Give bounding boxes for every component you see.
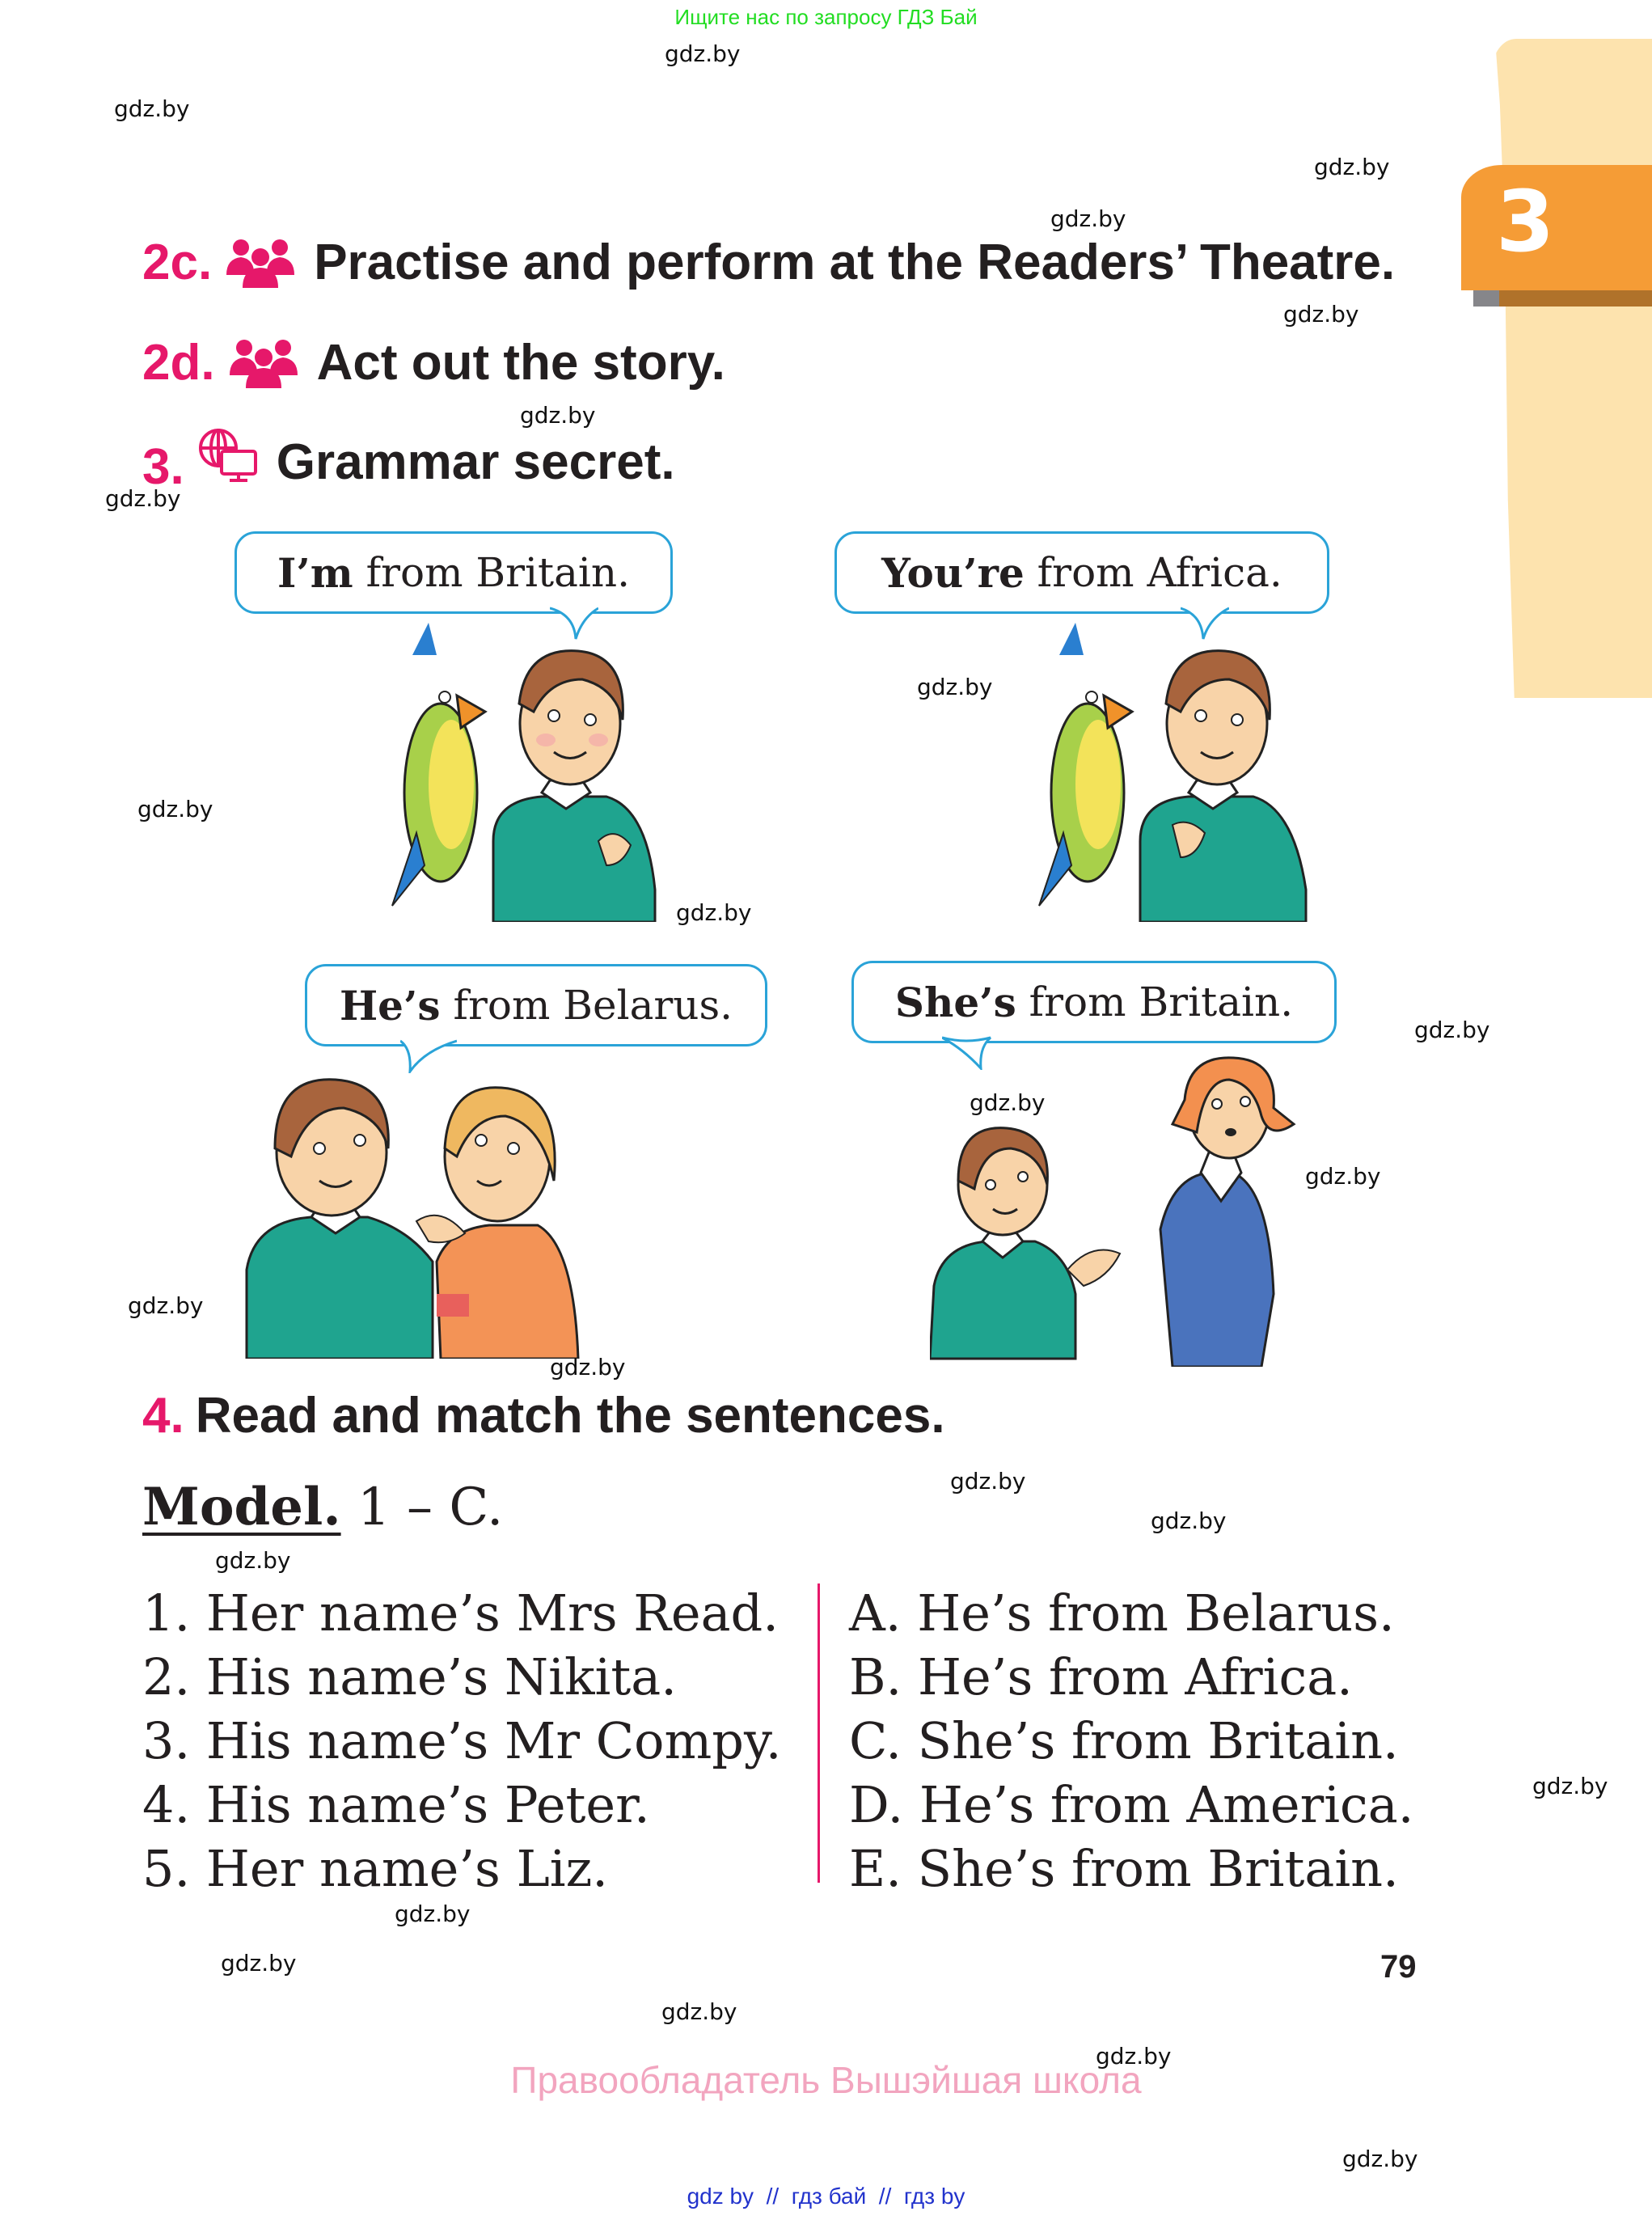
sentence-item: 4. His name’s Peter.: [142, 1775, 650, 1834]
copyright-notice: Правообладатель Вышэйшая школа: [510, 2059, 1142, 2101]
watermark: gdz.by: [520, 402, 596, 429]
watermark: gdz.by: [395, 1901, 471, 1927]
speech-bubble: [851, 961, 1337, 1043]
footer-links[interactable]: gdz by // гдз бай // гдз by: [687, 2184, 965, 2209]
speech-bubble: [834, 531, 1329, 614]
watermark: gdz.by: [1151, 1507, 1227, 1534]
sentence-item: A. He’s from Belarus.: [849, 1583, 1395, 1643]
globe-computer-icon: [197, 427, 259, 484]
watermark: gdz.by: [550, 1354, 626, 1380]
unit-number: 3: [1496, 172, 1555, 271]
group-people-icon: [228, 338, 299, 388]
task-instruction: Grammar secret.: [276, 434, 675, 490]
unit-tab-shadow: [1499, 290, 1652, 307]
bubble-bold-word: I’m: [277, 548, 353, 597]
sentence-item: C. She’s from Britain.: [849, 1711, 1399, 1770]
speech-bubble: [234, 531, 673, 614]
task-number: 4.: [142, 1388, 184, 1444]
watermark: gdz.by: [917, 674, 993, 700]
sentence-item: 1. Her name’s Mrs Read.: [142, 1583, 779, 1643]
watermark: gdz.by: [970, 1089, 1046, 1116]
boy-with-parrot-illustration: [380, 623, 671, 922]
sentence-item: 2. His name’s Nikita.: [142, 1647, 677, 1706]
task-instruction: Practise and perform at the Readers’ Theatre.: [314, 235, 1396, 290]
watermark: gdz.by: [1096, 2043, 1172, 2070]
task-3: [142, 433, 675, 493]
sentences-left-column: [142, 1581, 781, 1901]
watermark: gdz.by: [676, 899, 752, 926]
bubble-bold-word: He’s: [339, 981, 441, 1030]
task-number: 3.: [142, 439, 184, 495]
bubble-text: from Britain.: [1016, 979, 1294, 1025]
watermark: gdz.by: [1283, 301, 1359, 328]
watermark: gdz.by: [1305, 1163, 1381, 1190]
model-example: 1 – C.: [340, 1478, 504, 1537]
watermark: gdz.by: [1342, 2146, 1418, 2172]
watermark: gdz.by: [1532, 1773, 1608, 1799]
task-number: 2c.: [142, 235, 213, 290]
column-divider: [818, 1583, 820, 1883]
page-number: 79: [1380, 1949, 1417, 1985]
sentence-item: 5. Her name’s Liz.: [142, 1839, 608, 1898]
watermark: gdz.by: [114, 95, 190, 122]
side-decoration-band: [1492, 39, 1652, 698]
group-people-icon: [225, 238, 296, 288]
watermark: gdz.by: [215, 1547, 291, 1574]
bubble-bold-word: You’re: [881, 548, 1025, 597]
sentences-right-column: [849, 1581, 1413, 1901]
sentence-item: E. She’s from Britain.: [849, 1839, 1399, 1898]
top-banner: Ищите нас по запросу ГДЗ Бай: [674, 5, 978, 29]
watermark: gdz.by: [1050, 205, 1126, 232]
watermark: gdz.by: [1314, 154, 1390, 180]
sentence-item: 3. His name’s Mr Compy.: [142, 1711, 782, 1770]
watermark: gdz.by: [221, 1950, 297, 1977]
sentence-item: D. He’s from America.: [849, 1775, 1414, 1834]
model-label: Model.: [142, 1477, 341, 1537]
model-answer: [142, 1477, 503, 1537]
task-instruction: Act out the story.: [316, 335, 725, 391]
task-4: [142, 1388, 945, 1444]
task-number: 2d.: [142, 335, 215, 391]
boy-introducing-friend-illustration: [230, 1059, 594, 1359]
task-instruction: Read and match the sentences.: [195, 1388, 945, 1444]
unit-tab-shadow: [1473, 290, 1499, 307]
watermark: gdz.by: [105, 485, 181, 512]
sentence-item: B. He’s from Africa.: [849, 1647, 1353, 1706]
bubble-bold-word: She’s: [894, 978, 1016, 1026]
task-2d: [142, 335, 725, 391]
bubble-text: from Africa.: [1024, 549, 1282, 596]
watermark: gdz.by: [128, 1292, 204, 1319]
watermark: gdz.by: [661, 1998, 737, 2025]
watermark: gdz.by: [137, 796, 213, 822]
boy-pointing-with-parrot-illustration: [1027, 623, 1318, 922]
watermark: gdz.by: [950, 1468, 1026, 1495]
task-2c: [142, 235, 1396, 290]
bubble-text: from Belarus.: [440, 982, 733, 1029]
speech-bubble: [305, 964, 767, 1046]
watermark: gdz.by: [1414, 1017, 1490, 1043]
watermark: gdz.by: [665, 40, 741, 67]
bubble-text: from Britain.: [353, 549, 631, 596]
